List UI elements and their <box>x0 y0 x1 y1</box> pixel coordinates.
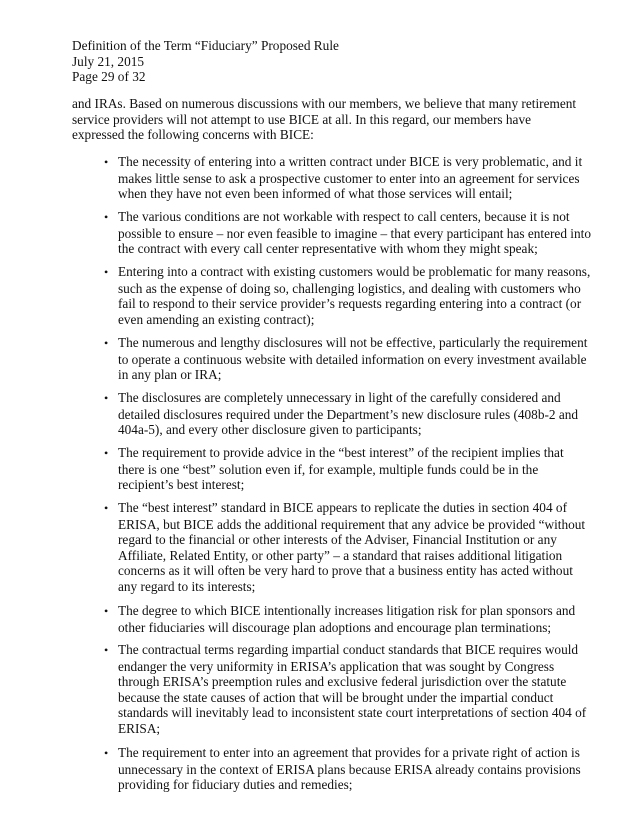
header-page-number: Page 29 of 32 <box>72 69 146 84</box>
list-item-text: The numerous and lengthy disclosures will not be effective, particularly the requirement to operate a continuous website with detailed information on every investment available in any plan or IRA; <box>118 335 588 382</box>
list-item <box>104 603 592 635</box>
list-item <box>104 390 592 438</box>
list-item-text: The contractual terms regarding impartial conduct standards that BICE requires would endanger the very uniformity in ERISA’s application that was sought by Congress through ERISA’s preemption rules and exclusive federal jurisdiction over the statute because the state causes of action that will be brought under the impartial conduct standards will inevitably lead to inconsistent state court interpretations of section 404 of ERISA; <box>118 642 587 736</box>
list-item-text: The degree to which BICE intentionally increases litigation risk for plan sponsors and other fiduciaries will discourage plan adoptions and encourage plan terminations; <box>118 603 576 635</box>
list-item <box>104 445 592 493</box>
bullet-icon: • <box>104 643 109 657</box>
bullet-icon: • <box>104 265 109 279</box>
list-item <box>104 264 592 327</box>
list-item <box>104 335 592 383</box>
list-item-text: The “best interest” standard in BICE appears to replicate the duties in section 404 of ERISA, but BICE adds the additional requirement that any advice be provided “without regard to the financial or other interests of the Adviser, Financial Institution or any Affiliate, Related Entity, or other party” – a standard that raises additional litigation concerns as it will often be very hard to prove that a business entity has acted without any regard to its interests; <box>118 500 586 594</box>
intro-paragraph: and IRAs. Based on numerous discussions with our members, we believe that many retirement service providers will not attempt to use BICE at all. In this regard, our members have expressed the following concerns with BICE: <box>72 96 577 142</box>
list-item <box>104 500 592 594</box>
bullet-icon: • <box>104 336 109 350</box>
bullet-icon: • <box>104 604 109 618</box>
list-item-text: The necessity of entering into a written contract under BICE is very problematic, and it makes little sense to ask a prospective customer to enter into an agreement for services when they have not even been informed of what those services will entail; <box>118 154 583 201</box>
bullet-icon: • <box>104 446 109 460</box>
bullet-icon: • <box>104 155 109 169</box>
list-item-text: The requirement to enter into an agreement that provides for a private right of action is unnecessary in the context of ERISA plans because ERISA already contains provisions providing for fiduciary duties and remedies; <box>118 745 581 792</box>
list-item <box>104 154 592 202</box>
list-item-text: The disclosures are completely unnecessary in light of the carefully considered and detailed disclosures required under the Department’s new disclosure rules (408b-2 and 404a-5), and every other disclosure given to participants; <box>118 390 579 437</box>
list-item <box>104 745 592 793</box>
list-item-text: The various conditions are not workable with respect to call centers, because it is not possible to ensure – nor even feasible to imagine – that every participant has entered into the contract with every call center representative with whom they might speak; <box>118 209 591 256</box>
header-date: July 21, 2015 <box>72 53 145 69</box>
list-item-text: The requirement to provide advice in the “best interest” of the recipient implies that there is one “best” solution even if, for example, multiple funds could be in the recipient’s best interest; <box>118 445 564 492</box>
list-item <box>104 642 592 736</box>
bullet-icon: • <box>104 746 109 760</box>
bullet-icon: • <box>104 501 109 515</box>
page-header <box>72 38 339 85</box>
list-item-text: Entering into a contract with existing customers would be problematic for many reasons, such as the expense of doing so, challenging logistics, and dealing with customers who fail to respond to their service provider’s requests regarding entering into a contract (or even amending an existing contract); <box>118 264 591 327</box>
header-title: Definition of the Term “Fiduciary” Proposed Rule <box>72 38 339 53</box>
list-item <box>104 209 592 257</box>
bullet-icon: • <box>104 210 109 224</box>
bullet-icon: • <box>104 391 109 405</box>
